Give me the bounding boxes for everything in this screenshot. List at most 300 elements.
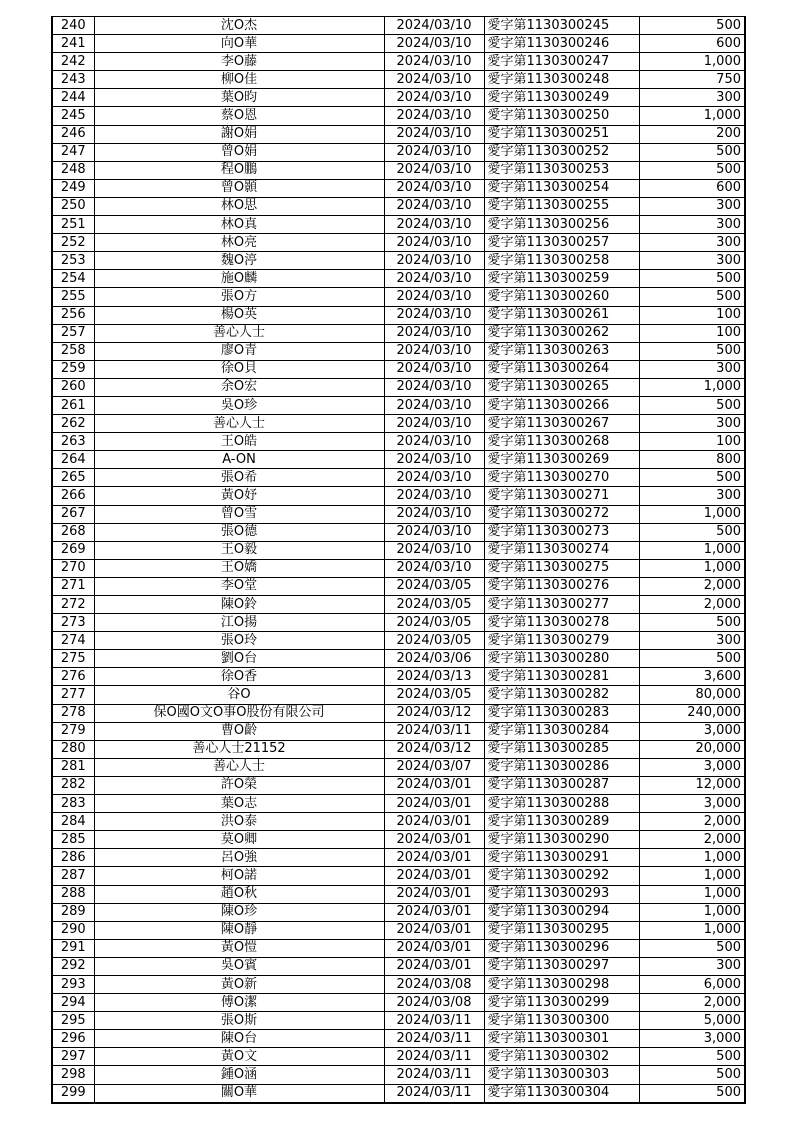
donation-amount-cell: 12,000	[639, 776, 745, 794]
table-row	[52, 415, 745, 433]
table-row	[52, 1066, 745, 1084]
donation-amount-cell: 1,000	[639, 505, 745, 523]
receipt-number-cell: 愛字第1130300276	[484, 577, 639, 595]
row-number-cell: 297	[52, 1048, 94, 1066]
donor-name-cell: 呂O強	[94, 849, 384, 867]
donor-name-cell: 傅O潔	[94, 994, 384, 1012]
donation-date-cell: 2024/03/10	[384, 505, 484, 523]
row-number-cell: 268	[52, 523, 94, 541]
donation-amount-cell: 2,000	[639, 596, 745, 614]
receipt-number-cell: 愛字第1130300257	[484, 234, 639, 252]
donor-name-cell: 陳O珍	[94, 903, 384, 921]
table-row	[52, 216, 745, 234]
donor-name-cell: 王O嬌	[94, 559, 384, 577]
row-number-cell: 248	[52, 161, 94, 179]
donation-date-cell: 2024/03/11	[384, 1084, 484, 1103]
receipt-number-cell: 愛字第1130300279	[484, 632, 639, 650]
receipt-number-cell: 愛字第1130300291	[484, 849, 639, 867]
table-row	[52, 903, 745, 921]
donation-amount-cell: 1,000	[639, 378, 745, 396]
table-row	[52, 614, 745, 632]
table-row	[52, 758, 745, 776]
donor-name-cell: 李O藤	[94, 53, 384, 71]
receipt-number-cell: 愛字第1130300294	[484, 903, 639, 921]
donation-amount-cell: 20,000	[639, 740, 745, 758]
table-row	[52, 487, 745, 505]
donation-amount-cell: 500	[639, 342, 745, 360]
donor-name-cell: 謝O娟	[94, 125, 384, 143]
row-number-cell: 280	[52, 740, 94, 758]
table-row	[52, 1084, 745, 1103]
table-row	[52, 831, 745, 849]
receipt-number-cell: 愛字第1130300297	[484, 957, 639, 975]
donation-amount-cell: 1,000	[639, 107, 745, 125]
donation-date-cell: 2024/03/01	[384, 831, 484, 849]
table-row	[52, 161, 745, 179]
receipt-number-cell: 愛字第1130300296	[484, 939, 639, 957]
donation-amount-cell: 500	[639, 143, 745, 161]
receipt-number-cell: 愛字第1130300267	[484, 415, 639, 433]
row-number-cell: 262	[52, 415, 94, 433]
donation-date-cell: 2024/03/06	[384, 650, 484, 668]
row-number-cell: 242	[52, 53, 94, 71]
donor-name-cell: 許O榮	[94, 776, 384, 794]
row-number-cell: 275	[52, 650, 94, 668]
receipt-number-cell: 愛字第1130300288	[484, 795, 639, 813]
row-number-cell: 249	[52, 179, 94, 197]
row-number-cell: 283	[52, 795, 94, 813]
donor-name-cell: 葉O昀	[94, 89, 384, 107]
donation-date-cell: 2024/03/05	[384, 614, 484, 632]
table-row	[52, 197, 745, 215]
table-row	[52, 89, 745, 107]
donor-name-cell: 張O方	[94, 288, 384, 306]
table-row	[52, 270, 745, 288]
donation-amount-cell: 1,000	[639, 867, 745, 885]
donor-name-cell: 張O玲	[94, 632, 384, 650]
receipt-number-cell: 愛字第1130300289	[484, 813, 639, 831]
row-number-cell: 259	[52, 360, 94, 378]
table-row	[52, 107, 745, 125]
row-number-cell: 270	[52, 559, 94, 577]
donation-amount-cell: 300	[639, 632, 745, 650]
receipt-number-cell: 愛字第1130300246	[484, 35, 639, 53]
table-row	[52, 505, 745, 523]
row-number-cell: 267	[52, 505, 94, 523]
receipt-number-cell: 愛字第1130300303	[484, 1066, 639, 1084]
row-number-cell: 261	[52, 396, 94, 414]
donation-date-cell: 2024/03/11	[384, 1012, 484, 1030]
table-row	[52, 360, 745, 378]
donor-name-cell: 善心人士	[94, 758, 384, 776]
donation-amount-cell: 300	[639, 234, 745, 252]
donation-amount-cell: 300	[639, 252, 745, 270]
donation-date-cell: 2024/03/08	[384, 994, 484, 1012]
table-row	[52, 795, 745, 813]
receipt-number-cell: 愛字第1130300253	[484, 161, 639, 179]
receipt-number-cell: 愛字第1130300300	[484, 1012, 639, 1030]
donation-amount-cell: 500	[639, 270, 745, 288]
row-number-cell: 286	[52, 849, 94, 867]
table-row	[52, 469, 745, 487]
donation-date-cell: 2024/03/10	[384, 433, 484, 451]
table-row	[52, 1012, 745, 1030]
row-number-cell: 269	[52, 541, 94, 559]
row-number-cell: 287	[52, 867, 94, 885]
receipt-number-cell: 愛字第1130300249	[484, 89, 639, 107]
donation-date-cell: 2024/03/08	[384, 975, 484, 993]
row-number-cell: 292	[52, 957, 94, 975]
donation-amount-cell: 200	[639, 125, 745, 143]
donor-name-cell: 廖O青	[94, 342, 384, 360]
donation-amount-cell: 1,000	[639, 921, 745, 939]
row-number-cell: 274	[52, 632, 94, 650]
row-number-cell: 285	[52, 831, 94, 849]
donation-amount-cell: 500	[639, 939, 745, 957]
row-number-cell: 284	[52, 813, 94, 831]
table-row	[52, 17, 745, 35]
donation-date-cell: 2024/03/10	[384, 17, 484, 35]
donor-name-cell: 善心人士	[94, 415, 384, 433]
receipt-number-cell: 愛字第1130300292	[484, 867, 639, 885]
donation-amount-cell: 1,000	[639, 541, 745, 559]
donation-amount-cell: 500	[639, 650, 745, 668]
donation-amount-cell: 3,000	[639, 722, 745, 740]
donation-amount-cell: 300	[639, 360, 745, 378]
donation-amount-cell: 300	[639, 197, 745, 215]
donation-table	[51, 16, 746, 1104]
table-row	[52, 125, 745, 143]
row-number-cell: 263	[52, 433, 94, 451]
row-number-cell: 272	[52, 596, 94, 614]
donor-name-cell: 林O真	[94, 216, 384, 234]
donation-date-cell: 2024/03/10	[384, 125, 484, 143]
donation-amount-cell: 1,000	[639, 559, 745, 577]
table-row	[52, 740, 745, 758]
receipt-number-cell: 愛字第1130300255	[484, 197, 639, 215]
receipt-number-cell: 愛字第1130300295	[484, 921, 639, 939]
table-row	[52, 867, 745, 885]
row-number-cell: 250	[52, 197, 94, 215]
receipt-number-cell: 愛字第1130300290	[484, 831, 639, 849]
donor-name-cell: 吳O珍	[94, 396, 384, 414]
row-number-cell: 240	[52, 17, 94, 35]
table-row	[52, 849, 745, 867]
donation-date-cell: 2024/03/05	[384, 577, 484, 595]
donor-name-cell: 張O希	[94, 469, 384, 487]
receipt-number-cell: 愛字第1130300274	[484, 541, 639, 559]
donation-date-cell: 2024/03/10	[384, 523, 484, 541]
donation-amount-cell: 300	[639, 487, 745, 505]
donor-name-cell: 曾O雪	[94, 505, 384, 523]
table-row	[52, 378, 745, 396]
receipt-number-cell: 愛字第1130300284	[484, 722, 639, 740]
receipt-number-cell: 愛字第1130300247	[484, 53, 639, 71]
row-number-cell: 294	[52, 994, 94, 1012]
donation-date-cell: 2024/03/11	[384, 1066, 484, 1084]
row-number-cell: 290	[52, 921, 94, 939]
donation-amount-cell: 500	[639, 17, 745, 35]
donor-name-cell: 曾O顥	[94, 179, 384, 197]
table-row	[52, 35, 745, 53]
table-row	[52, 704, 745, 722]
donor-name-cell: 柯O諾	[94, 867, 384, 885]
donor-name-cell: A-ON	[94, 451, 384, 469]
donation-amount-cell: 500	[639, 469, 745, 487]
receipt-number-cell: 愛字第1130300302	[484, 1048, 639, 1066]
donation-amount-cell: 3,000	[639, 795, 745, 813]
table-row	[52, 1030, 745, 1048]
donation-date-cell: 2024/03/10	[384, 216, 484, 234]
donation-date-cell: 2024/03/10	[384, 270, 484, 288]
receipt-number-cell: 愛字第1130300258	[484, 252, 639, 270]
row-number-cell: 291	[52, 939, 94, 957]
receipt-number-cell: 愛字第1130300272	[484, 505, 639, 523]
receipt-number-cell: 愛字第1130300285	[484, 740, 639, 758]
receipt-number-cell: 愛字第1130300268	[484, 433, 639, 451]
donor-name-cell: 善心人士21152	[94, 740, 384, 758]
donor-name-cell: 黃O愷	[94, 939, 384, 957]
donation-date-cell: 2024/03/05	[384, 632, 484, 650]
donation-amount-cell: 1,000	[639, 849, 745, 867]
table-row	[52, 179, 745, 197]
donation-amount-cell: 100	[639, 324, 745, 342]
donation-date-cell: 2024/03/10	[384, 360, 484, 378]
donation-date-cell: 2024/03/11	[384, 1048, 484, 1066]
donation-amount-cell: 100	[639, 433, 745, 451]
donor-name-cell: 陳O台	[94, 1030, 384, 1048]
donation-date-cell: 2024/03/10	[384, 487, 484, 505]
donor-name-cell: 曹O齡	[94, 722, 384, 740]
row-number-cell: 245	[52, 107, 94, 125]
row-number-cell: 257	[52, 324, 94, 342]
donation-amount-cell: 500	[639, 523, 745, 541]
donor-name-cell: 柳O佳	[94, 71, 384, 89]
table-row	[52, 596, 745, 614]
donation-date-cell: 2024/03/10	[384, 324, 484, 342]
donation-date-cell: 2024/03/11	[384, 722, 484, 740]
donor-name-cell: 洪O泰	[94, 813, 384, 831]
row-number-cell: 288	[52, 885, 94, 903]
donation-date-cell: 2024/03/12	[384, 704, 484, 722]
receipt-number-cell: 愛字第1130300260	[484, 288, 639, 306]
donor-name-cell: 鍾O涵	[94, 1066, 384, 1084]
donation-amount-cell: 500	[639, 614, 745, 632]
donor-name-cell: 黃O文	[94, 1048, 384, 1066]
donation-date-cell: 2024/03/01	[384, 921, 484, 939]
donation-date-cell: 2024/03/10	[384, 306, 484, 324]
table-row	[52, 288, 745, 306]
receipt-number-cell: 愛字第1130300286	[484, 758, 639, 776]
donation-amount-cell: 300	[639, 957, 745, 975]
donation-date-cell: 2024/03/10	[384, 161, 484, 179]
donor-name-cell: 陳O鈴	[94, 596, 384, 614]
donation-amount-cell: 80,000	[639, 686, 745, 704]
donor-name-cell: 王O皓	[94, 433, 384, 451]
donor-name-cell: 谷O	[94, 686, 384, 704]
donation-amount-cell: 1,000	[639, 903, 745, 921]
table-row	[52, 306, 745, 324]
donor-name-cell: 關O華	[94, 1084, 384, 1103]
donor-name-cell: 曾O娟	[94, 143, 384, 161]
table-row	[52, 252, 745, 270]
row-number-cell: 247	[52, 143, 94, 161]
receipt-number-cell: 愛字第1130300245	[484, 17, 639, 35]
row-number-cell: 251	[52, 216, 94, 234]
donor-name-cell: 蔡O恩	[94, 107, 384, 125]
donation-amount-cell: 800	[639, 451, 745, 469]
receipt-number-cell: 愛字第1130300251	[484, 125, 639, 143]
donation-amount-cell: 2,000	[639, 831, 745, 849]
donor-name-cell: 林O思	[94, 197, 384, 215]
donation-date-cell: 2024/03/10	[384, 559, 484, 577]
receipt-number-cell: 愛字第1130300271	[484, 487, 639, 505]
donation-date-cell: 2024/03/10	[384, 143, 484, 161]
donation-amount-cell: 300	[639, 89, 745, 107]
donation-amount-cell: 500	[639, 396, 745, 414]
donor-name-cell: 魏O渟	[94, 252, 384, 270]
donation-date-cell: 2024/03/07	[384, 758, 484, 776]
row-number-cell: 276	[52, 668, 94, 686]
row-number-cell: 277	[52, 686, 94, 704]
donation-date-cell: 2024/03/10	[384, 71, 484, 89]
donor-name-cell: 王O毅	[94, 541, 384, 559]
row-number-cell: 253	[52, 252, 94, 270]
row-number-cell: 281	[52, 758, 94, 776]
table-row	[52, 53, 745, 71]
table-row	[52, 668, 745, 686]
row-number-cell: 244	[52, 89, 94, 107]
table-row	[52, 541, 745, 559]
donor-name-cell: 張O斯	[94, 1012, 384, 1030]
table-row	[52, 342, 745, 360]
donation-amount-cell: 2,000	[639, 813, 745, 831]
row-number-cell: 282	[52, 776, 94, 794]
donation-date-cell: 2024/03/01	[384, 939, 484, 957]
receipt-number-cell: 愛字第1130300277	[484, 596, 639, 614]
receipt-number-cell: 愛字第1130300270	[484, 469, 639, 487]
row-number-cell: 266	[52, 487, 94, 505]
donation-amount-cell: 500	[639, 1084, 745, 1103]
donation-date-cell: 2024/03/13	[384, 668, 484, 686]
table-row	[52, 921, 745, 939]
row-number-cell: 265	[52, 469, 94, 487]
donation-amount-cell: 3,600	[639, 668, 745, 686]
row-number-cell: 241	[52, 35, 94, 53]
donation-date-cell: 2024/03/10	[384, 541, 484, 559]
table-row	[52, 885, 745, 903]
donation-amount-cell: 2,000	[639, 994, 745, 1012]
donation-amount-cell: 3,000	[639, 758, 745, 776]
donation-date-cell: 2024/03/10	[384, 197, 484, 215]
row-number-cell: 252	[52, 234, 94, 252]
donation-date-cell: 2024/03/10	[384, 179, 484, 197]
donation-amount-cell: 300	[639, 216, 745, 234]
donation-amount-cell: 300	[639, 415, 745, 433]
row-number-cell: 278	[52, 704, 94, 722]
table-row	[52, 234, 745, 252]
row-number-cell: 256	[52, 306, 94, 324]
donation-date-cell: 2024/03/10	[384, 451, 484, 469]
row-number-cell: 279	[52, 722, 94, 740]
receipt-number-cell: 愛字第1130300262	[484, 324, 639, 342]
donor-name-cell: 江O揚	[94, 614, 384, 632]
donor-name-cell: 保O國O文O事O股份有限公司	[94, 704, 384, 722]
donation-date-cell: 2024/03/10	[384, 469, 484, 487]
donation-amount-cell: 1,000	[639, 885, 745, 903]
donation-date-cell: 2024/03/01	[384, 903, 484, 921]
receipt-number-cell: 愛字第1130300263	[484, 342, 639, 360]
table-row	[52, 650, 745, 668]
donation-date-cell: 2024/03/10	[384, 53, 484, 71]
receipt-number-cell: 愛字第1130300266	[484, 396, 639, 414]
receipt-number-cell: 愛字第1130300269	[484, 451, 639, 469]
row-number-cell: 260	[52, 378, 94, 396]
table-row	[52, 324, 745, 342]
table-row	[52, 994, 745, 1012]
row-number-cell: 271	[52, 577, 94, 595]
receipt-number-cell: 愛字第1130300252	[484, 143, 639, 161]
donation-date-cell: 2024/03/12	[384, 740, 484, 758]
donation-date-cell: 2024/03/01	[384, 776, 484, 794]
donor-name-cell: 陳O靜	[94, 921, 384, 939]
row-number-cell: 273	[52, 614, 94, 632]
receipt-number-cell: 愛字第1130300259	[484, 270, 639, 288]
donation-amount-cell: 240,000	[639, 704, 745, 722]
donation-amount-cell: 500	[639, 1048, 745, 1066]
receipt-number-cell: 愛字第1130300264	[484, 360, 639, 378]
donor-name-cell: 黃O新	[94, 975, 384, 993]
row-number-cell: 295	[52, 1012, 94, 1030]
table-row	[52, 559, 745, 577]
row-number-cell: 289	[52, 903, 94, 921]
donation-date-cell: 2024/03/10	[384, 252, 484, 270]
table-row	[52, 722, 745, 740]
donor-name-cell: 徐O香	[94, 668, 384, 686]
table-row	[52, 71, 745, 89]
donation-amount-cell: 500	[639, 1066, 745, 1084]
donor-name-cell: 施O麟	[94, 270, 384, 288]
row-number-cell: 296	[52, 1030, 94, 1048]
receipt-number-cell: 愛字第1130300275	[484, 559, 639, 577]
receipt-number-cell: 愛字第1130300250	[484, 107, 639, 125]
table-row	[52, 776, 745, 794]
receipt-number-cell: 愛字第1130300265	[484, 378, 639, 396]
table-row	[52, 577, 745, 595]
receipt-number-cell: 愛字第1130300280	[484, 650, 639, 668]
donation-date-cell: 2024/03/10	[384, 415, 484, 433]
donation-date-cell: 2024/03/10	[384, 234, 484, 252]
table-row	[52, 451, 745, 469]
row-number-cell: 255	[52, 288, 94, 306]
donation-date-cell: 2024/03/01	[384, 795, 484, 813]
donor-name-cell: 莫O卿	[94, 831, 384, 849]
donor-name-cell: 徐O貝	[94, 360, 384, 378]
donation-date-cell: 2024/03/01	[384, 957, 484, 975]
donation-date-cell: 2024/03/05	[384, 686, 484, 704]
table-row	[52, 396, 745, 414]
receipt-number-cell: 愛字第1130300254	[484, 179, 639, 197]
donor-name-cell: 葉O志	[94, 795, 384, 813]
donor-name-cell: 沈O杰	[94, 17, 384, 35]
donation-amount-cell: 600	[639, 179, 745, 197]
donation-amount-cell: 500	[639, 161, 745, 179]
table-row	[52, 632, 745, 650]
table-row	[52, 939, 745, 957]
receipt-number-cell: 愛字第1130300287	[484, 776, 639, 794]
row-number-cell: 298	[52, 1066, 94, 1084]
donation-date-cell: 2024/03/05	[384, 596, 484, 614]
